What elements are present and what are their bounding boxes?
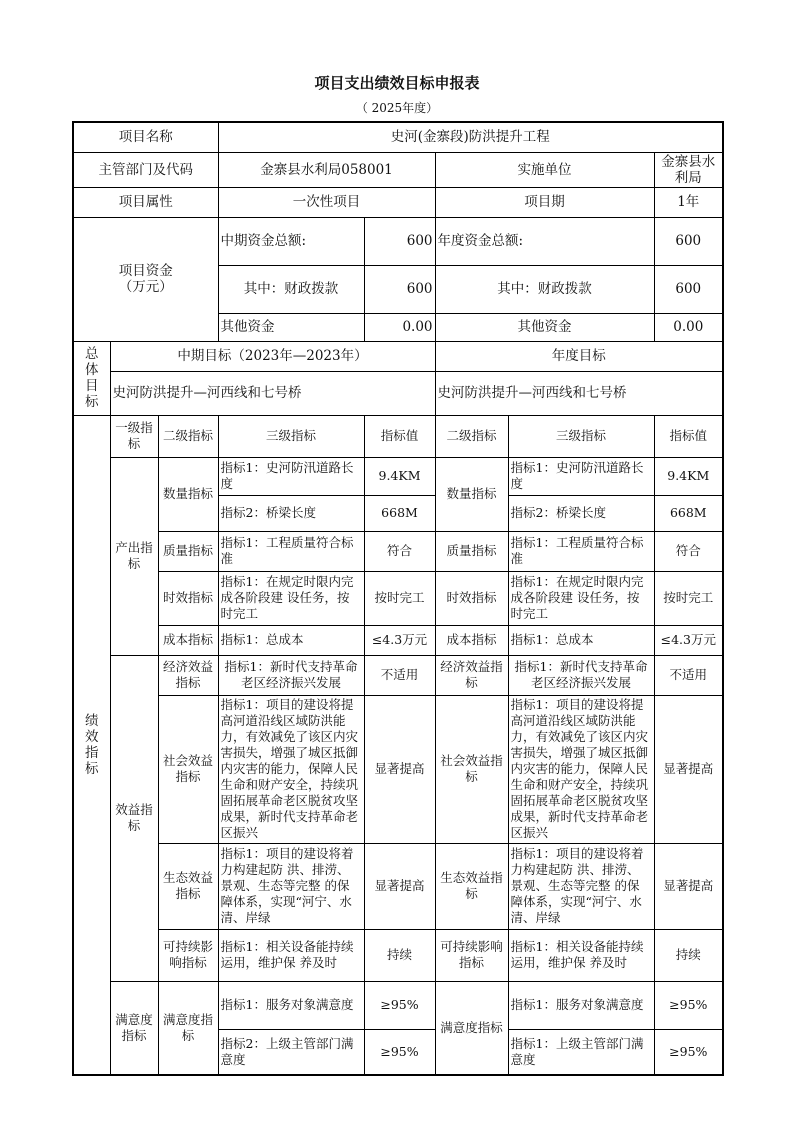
year-other-value: 0.00 [654, 313, 723, 341]
h-level2: 二级指标 [158, 415, 218, 457]
table-row [73, 843, 723, 929]
m1-text-year: 指标1：服务对象满意度 [508, 981, 654, 1029]
sustain-label: 可持续影响指标 [158, 929, 218, 981]
economic-label-year: 经济效益指标 [435, 655, 508, 695]
ecological-label: 生态效益指标 [158, 843, 218, 929]
year-fiscal-value: 600 [654, 265, 723, 313]
h-value: 指标值 [364, 415, 435, 457]
m2-text-year: 指标1：上级主管部门满意度 [508, 1029, 654, 1075]
t1-text: 指标1：在规定时限内完成各阶段建 设任务，按时完工 [218, 571, 364, 625]
ql-value: 符合 [364, 531, 435, 571]
table-row [73, 571, 723, 625]
h-level1: 一级指标 [110, 415, 158, 457]
h-level3: 三级指标 [218, 415, 364, 457]
timeliness-label: 时效指标 [158, 571, 218, 625]
table-row [73, 655, 723, 695]
t1-text-year: 指标1：在规定时限内完成各阶段建 设任务，按时完工 [508, 571, 654, 625]
m2-value: ≥95% [364, 1029, 435, 1075]
s1-text-year: 指标1：项目的建设将提高河道沿线区域防洪能力，有效减免了该区内灾害损失，增强了城区抵御内灾害的能力，保障人民生命和财产安全，持续巩固拓展革命老区脱贫攻坚成果，新时代支持革命老区振兴 [508, 695, 654, 843]
g1-value: 显著提高 [364, 843, 435, 929]
economic-label: 经济效益指标 [158, 655, 218, 695]
goals-mid-text: 史河防洪提升—河西线和七号桥 [110, 371, 435, 415]
e1-text: 指标1：新时代支持革命老区经济振兴发展 [218, 655, 364, 695]
q2-text: 指标2：桥梁长度 [218, 495, 364, 531]
c1-text-year: 指标1：总成本 [508, 625, 654, 655]
table-row [73, 981, 723, 1029]
social-label-year: 社会效益指标 [435, 695, 508, 843]
quality-label: 质量指标 [158, 531, 218, 571]
output-label: 产出指标 [110, 457, 158, 655]
m2-value-year: ≥95% [654, 1029, 723, 1075]
g1-value-year: 显著提高 [654, 843, 723, 929]
quantity-label: 数量指标 [158, 457, 218, 531]
funds-label [73, 217, 218, 341]
q1-text: 指标1：史河防汛道路长度 [218, 457, 364, 495]
goals-label: 总体目标 [73, 341, 110, 415]
mid-other-value: 0.00 [364, 313, 435, 341]
s1-value: 显著提高 [364, 695, 435, 843]
m1-value: ≥95% [364, 981, 435, 1029]
e1-value-year: 不适用 [654, 655, 723, 695]
row-department [73, 152, 723, 187]
funds-label-text: 项目资金 [118, 263, 173, 279]
year-total-label: 年度资金总额: [435, 217, 654, 265]
period-value: 1年 [654, 187, 723, 217]
cost-label-year: 成本指标 [435, 625, 508, 655]
m2-text: 指标2：上级主管部门满意度 [218, 1029, 364, 1075]
ql-text-year: 指标1：工程质量符合标准 [508, 531, 654, 571]
attr-value: 一次性项目 [218, 187, 435, 217]
table-row [73, 929, 723, 981]
k1-value: 持续 [364, 929, 435, 981]
quantity-label-year: 数量指标 [435, 457, 508, 531]
satisfaction-label: 满意度指标 [110, 981, 158, 1075]
s1-value-year: 显著提高 [654, 695, 723, 843]
q2-text-year: 指标2：桥梁长度 [508, 495, 654, 531]
k1-text: 指标1：相关设备能持续运用，维护保 养及时 [218, 929, 364, 981]
ecological-label-year: 生态效益指标 [435, 843, 508, 929]
timeliness-label-year: 时效指标 [435, 571, 508, 625]
table-row [73, 531, 723, 571]
cost-label: 成本指标 [158, 625, 218, 655]
mid-fiscal-value: 600 [364, 265, 435, 313]
impl-label: 实施单位 [435, 152, 654, 187]
m1-text: 指标1：服务对象满意度 [218, 981, 364, 1029]
q1-text-year: 指标1：史河防汛道路长度 [508, 457, 654, 495]
dept-label: 主管部门及代码 [73, 152, 218, 187]
satisfaction2-label-year: 满意度指标 [435, 981, 508, 1075]
attr-label: 项目属性 [73, 187, 218, 217]
table-row [73, 457, 723, 495]
c1-text: 指标1：总成本 [218, 625, 364, 655]
goals-year-header: 年度目标 [435, 341, 723, 371]
row-goals-header [73, 341, 723, 371]
project-name-label: 项目名称 [73, 122, 218, 152]
e1-value: 不适用 [364, 655, 435, 695]
performance-target-table [72, 121, 724, 1076]
g1-text-year: 指标1：项目的建设将着力构建起防 洪、排涝、景观、生态等完整 的保障体系，实现“河宁、水 清、岸绿 [508, 843, 654, 929]
period-label: 项目期 [435, 187, 654, 217]
t1-value: 按时完工 [364, 571, 435, 625]
ql-value-year: 符合 [654, 531, 723, 571]
table-row [73, 625, 723, 655]
row-perf-header [73, 415, 723, 457]
e1-text-year: 指标1：新时代支持革命老区经济振兴发展 [508, 655, 654, 695]
c1-value: ≤4.3万元 [364, 625, 435, 655]
row-attribute [73, 187, 723, 217]
year-other-label: 其他资金 [435, 313, 654, 341]
t1-value-year: 按时完工 [654, 571, 723, 625]
page-title: 项目支出绩效目标申报表 [314, 74, 480, 92]
h-level2-year: 二级指标 [435, 415, 508, 457]
mid-total-label: 中期资金总额: [218, 217, 364, 265]
row-goals-text [73, 371, 723, 415]
h-value-year: 指标值 [654, 415, 723, 457]
table-row [73, 695, 723, 843]
mid-fiscal-label: 其中：财政拨款 [218, 265, 364, 313]
year-fiscal-label: 其中：财政拨款 [435, 265, 654, 313]
q2-value-year: 668M [654, 495, 723, 531]
funds-unit: （万元） [118, 279, 173, 295]
quality-label-year: 质量指标 [435, 531, 508, 571]
social-label: 社会效益指标 [158, 695, 218, 843]
project-name-value: 史河(金寨段)防洪提升工程 [218, 122, 723, 152]
q2-value: 668M [364, 495, 435, 531]
goals-year-text: 史河防洪提升—河西线和七号桥 [435, 371, 723, 415]
row-project-name [73, 122, 723, 152]
q1-value: 9.4KM [364, 457, 435, 495]
sustain-label-year: 可持续影响指标 [435, 929, 508, 981]
m1-value-year: ≥95% [654, 981, 723, 1029]
h-level3-year: 三级指标 [508, 415, 654, 457]
q1-value-year: 9.4KM [654, 457, 723, 495]
benefit-label: 效益指标 [110, 655, 158, 981]
goals-mid-header: 中期目标（2023年—2023年） [110, 341, 435, 371]
year-total-value: 600 [654, 217, 723, 265]
c1-value-year: ≤4.3万元 [654, 625, 723, 655]
g1-text: 指标1：项目的建设将着力构建起防 洪、排涝、景观、生态等完整 的保障体系，实现“河宁、水 清、岸绿 [218, 843, 364, 929]
k1-value-year: 持续 [654, 929, 723, 981]
ql-text: 指标1：工程质量符合标准 [218, 531, 364, 571]
row-funds-total [73, 217, 723, 265]
mid-total-value: 600 [364, 217, 435, 265]
s1-text: 指标1：项目的建设将提高河道沿线区域防洪能力，有效减免了该区内灾害损失，增强了城区抵御内灾害的能力，保障人民生命和财产安全，持续巩固拓展革命老区脱贫攻坚成果，新时代支持革命老区振兴 [218, 695, 364, 843]
dept-value: 金寨县水利局058001 [218, 152, 435, 187]
impl-value: 金寨县水利局 [654, 152, 723, 187]
perf-label: 绩效指标 [73, 415, 110, 1075]
satisfaction2-label: 满意度指标 [158, 981, 218, 1075]
mid-other-label: 其他资金 [218, 313, 364, 341]
k1-text-year: 指标1：相关设备能持续运用，维护保 养及时 [508, 929, 654, 981]
year-label: （ 2025年度） [355, 101, 439, 115]
